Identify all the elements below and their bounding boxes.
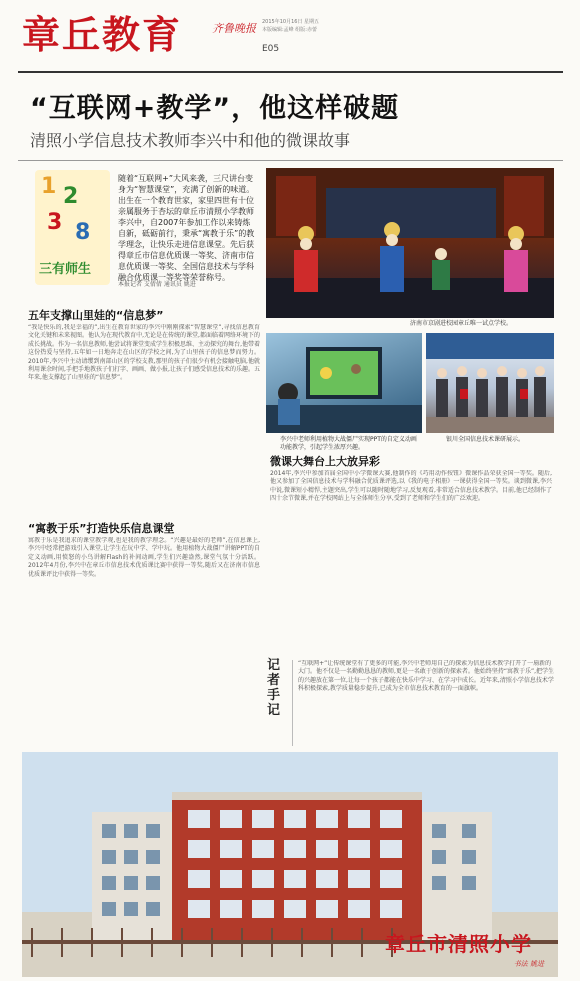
reporter-note-label: 记者手记 <box>267 658 281 718</box>
issue-editor: 本版编辑:孟峰 组版:赤蕾 <box>262 27 317 33</box>
article-intro: 随着“互联网+”大风来袭，三尺讲台变身为“智慧课堂”，充满了创新的味道。出生在一个教育世家，家里四世有十位亲属服务于杏坛的章丘市清照小学教师李兴中，自2007年参加工作以来铸炼自新，砥砺前行，秉承“寓教于乐”的教学理念，让快乐走进信息课堂。先后获得章丘市信息优质课一等奖、济南市信息优质课一等奖、全国信息技术与学科融合优质课一等奖等荣誉称号。 <box>118 174 255 282</box>
issue-meta <box>262 18 319 34</box>
article-byline: 本报记者 支倩倩 通讯员 姚进 <box>118 281 196 288</box>
classroom-photo-caption: 李兴中老师利用植物大战僵尸实现PPT的自定义动画功能教学，引起学生浓厚兴趣。 <box>280 436 417 451</box>
issue-date: 2015年10月16日 星期五 <box>262 19 320 25</box>
section-1-title: 五年支撑山里娃的“信息梦” <box>28 309 164 322</box>
subhead-divider <box>18 160 563 161</box>
column-logo-text: 三有师生 <box>39 262 92 277</box>
opera-photo-caption: 济南市京剧进校园章丘唯一试点学校。 <box>410 320 513 327</box>
classroom-photo <box>266 333 422 433</box>
award-photo-caption: 银川全国信息技术课研展示。 <box>446 436 525 443</box>
school-name-calligraphy: 章丘市清照小学 <box>385 932 532 956</box>
page-number: E05 <box>262 44 280 54</box>
section-3-text: 2014年,李兴中参加首届全国中小学微课大赛,他制作的《巧用动作按钮》微课作品荣获全国一等奖。随后,他又参加了全国信息技术与学科融合优质课评选,以《我的电子相册》一课获得全国一等奖。谈到微课,李兴中说,微课短小精悍,主题突出,学生可以随时随地学习,反复观看,非常适合信息技术教学。目前,他已经制作了四十余节微课,并在学校网站上与全体师生分享,受到了老师和学生们的广泛欢迎。 <box>270 470 552 503</box>
masthead-divider <box>18 71 563 73</box>
school-building-photo <box>22 752 558 977</box>
award-photo <box>426 333 554 433</box>
article-subhead: 清照小学信息技术教师李兴中和他的微课故事 <box>30 131 351 150</box>
opera-photo <box>266 168 554 318</box>
section-1-text: “我是快乐的,我是幸福的”,出生在教育世家的李兴中刚刚探索“智慧课堂”,寻找信息教育文化关键和未来视图。他认为在现代教育中,无论是在传统的课堂,都面临着网络环境下的成长挑战。作为一名信息教师,他尝试将课堂变成学生积极思维、主动探究的舞台,他带着这份热爱与坚持,五年如一日地奔走在山区的学校之间,为了山里孩子的信息梦而努力。2010年,李兴中主动请缨到南部山区的学校支教,那里的孩子们很少有机会接触电脑,他就利用课余时间,手把手地教孩子们打字、画画、做小报,让孩子们感受信息技术的乐趣。五年来,他支撑起了山里娃的“信息梦”。 <box>28 324 260 382</box>
opera-stage-illustration <box>266 168 554 318</box>
column-logo: 1 2 3 8 三有师生 <box>35 170 110 285</box>
section-2-title: “寓教于乐”打造快乐信息课堂 <box>28 522 175 535</box>
section-3-title: 微课大舞台上大放异彩 <box>270 455 380 468</box>
award-ceremony-illustration <box>426 333 554 433</box>
article-headline: “互联网+教学”，他这样破题 <box>30 93 400 124</box>
masthead-title: 章丘教育 <box>22 12 183 57</box>
section-2-text: 寓教于乐是我追求的课堂教学观,也是我的教学理念。“兴趣是最好的老师”,在信息课上,李兴中经常把游戏引入课堂,让学生在玩中学、学中玩。他用植物大战僵尸讲解PPT的自定义动画,用愤怒的小鸟讲解Flash的补间动画,学生们兴趣盎然,课堂气氛十分活跃。2012年4月份,李兴中在章丘市信息技术优质课比赛中获得一等奖,随后又在济南市信息优质课评比中获得一等奖。 <box>28 537 260 578</box>
reporter-note-text: “互联网+”让传统课堂有了更多的可能,李兴中老师用自己的探索为信息技术教学打开了一扇新的大门。他不仅是一名勤勤恳恳的教师,更是一名敢于创新的探索者。他始终坚持“寓教于乐”,把学生的兴趣放在第一位,让每一个孩子都能在快乐中学习、在学习中成长。近年来,清照小学信息技术学科积极探索,教学质量稳步提升,已成为全市信息技术教育的一面旗帜。 <box>292 660 556 746</box>
calligraphy-author: 书法 姚进 <box>513 960 544 968</box>
computer-lab-illustration <box>266 333 422 433</box>
newspaper-brand: 齐鲁晚报 <box>212 22 256 35</box>
